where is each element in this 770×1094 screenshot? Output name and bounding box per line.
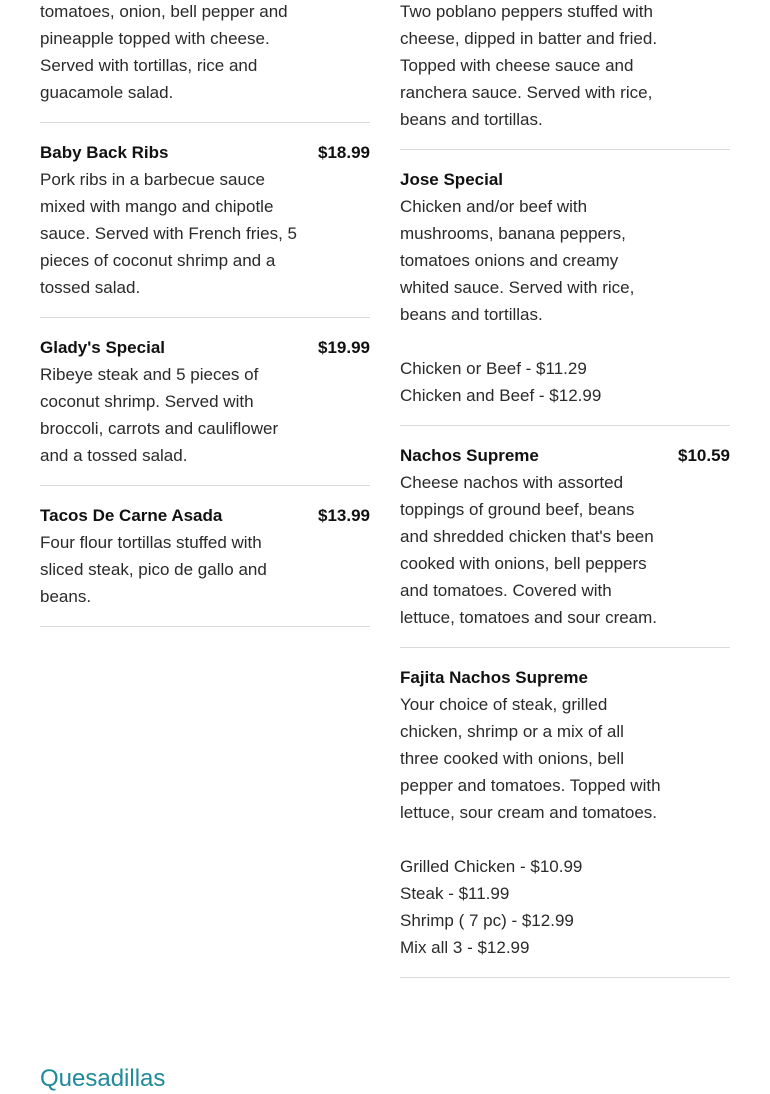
menu-item-description: Ribeye steak and 5 pieces of coconut shrimp. Served with broccoli, carrots and cauliflower and a tossed salad. xyxy=(40,365,279,465)
menu-item-description: Pork ribs in a barbecue sauce mixed with mango and chipotle sauce. Served with French fries, 5 pieces of coconut shrimp and a tossed salad. xyxy=(40,170,298,297)
menu-item-description: Four flour tortillas stuffed with sliced steak, pico de gallo and beans. xyxy=(40,533,267,606)
menu-item-option: Mix all 3 - $12.99 xyxy=(400,938,530,957)
menu-item-description: Your choice of steak, grilled chicken, shrimp or a mix of all three cooked with onions, bell pepper and tomatoes. Topped with lettuce, sour cream and tomatoes. xyxy=(400,695,661,822)
menu-item-price: $13.99 xyxy=(318,506,370,525)
menu-item xyxy=(400,426,730,648)
menu-column-right xyxy=(400,0,730,978)
menu-item-price: $19.99 xyxy=(318,338,370,357)
menu-item xyxy=(400,648,730,978)
menu-column-left xyxy=(40,0,370,627)
menu-item-name: Nachos Supreme xyxy=(400,446,539,465)
menu-item-description: Two poblano peppers stuffed with cheese, dipped in batter and fried. Topped with cheese sauce and ranchera sauce. Served with rice, beans and tortillas. xyxy=(400,2,658,129)
menu-item-option: Grilled Chicken - $10.99 xyxy=(400,857,583,876)
menu-item xyxy=(400,150,730,426)
menu-item-description: Cheese nachos with assorted toppings of ground beef, beans and shredded chicken that's been cooked with onions, bell peppers and tomatoes. Covered with lettuce, tomatoes and sour cream. xyxy=(400,473,658,627)
menu-item-price: $18.99 xyxy=(318,143,370,162)
menu-item-name: Glady's Special xyxy=(40,338,165,357)
menu-item-price: $10.59 xyxy=(678,446,730,465)
menu-item xyxy=(40,318,370,486)
menu-item-name: Baby Back Ribs xyxy=(40,143,169,162)
menu-item-option: Steak - $11.99 xyxy=(400,884,510,903)
menu-item xyxy=(40,0,370,123)
section-title: Quesadillas xyxy=(40,1065,166,1092)
menu-item-name: Tacos De Carne Asada xyxy=(40,506,223,525)
menu-item-option: Shrimp ( 7 pc) - $12.99 xyxy=(400,911,574,930)
menu-item-name: Fajita Nachos Supreme xyxy=(400,668,589,687)
menu-item xyxy=(40,486,370,627)
menu-item xyxy=(400,0,730,150)
menu-item-option: Chicken and Beef - $12.99 xyxy=(400,386,602,405)
menu-item-option: Chicken or Beef - $11.29 xyxy=(400,359,587,378)
menu-item-description: Chicken and/or beef with mushrooms, banana peppers, tomatoes onions and creamy whited sauce. Served with rice, beans and tortillas. xyxy=(400,197,635,324)
menu-item xyxy=(40,123,370,318)
menu-item-name: Jose Special xyxy=(400,170,504,189)
menu-item-description: tomatoes, onion, bell pepper and pineapple topped with cheese. Served with tortillas, rice and guacamole salad. xyxy=(40,2,288,102)
